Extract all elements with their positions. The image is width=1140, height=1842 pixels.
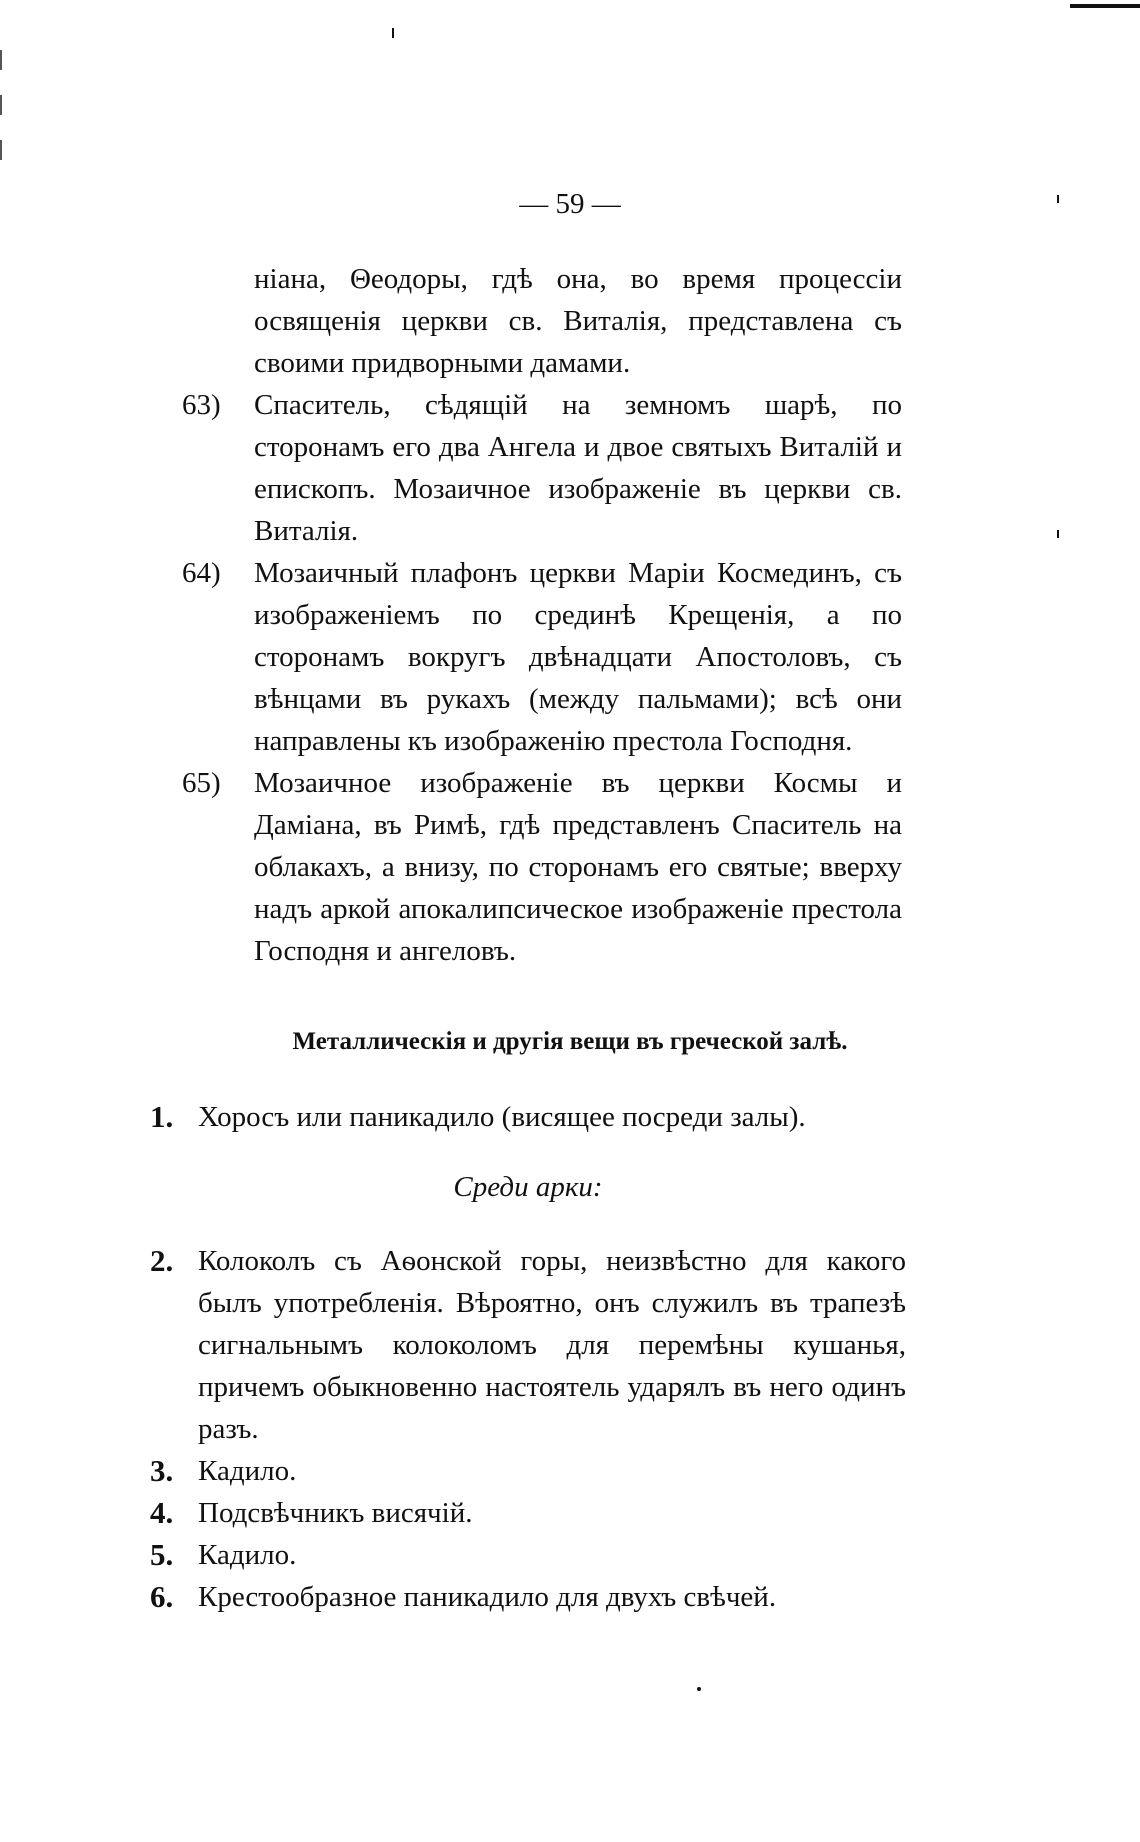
item-list (150, 1096, 906, 1618)
item-number: 1. (150, 1099, 174, 1134)
item-text: Кадило. (198, 1539, 297, 1571)
list-item (150, 1534, 906, 1576)
item-text: Кадило. (198, 1455, 297, 1487)
section-heading: Металлическія и другія вещи въ греческой залѣ. (292, 1028, 848, 1055)
item-text: Хоросъ или паникадило (висящее посреди залы). (198, 1101, 806, 1133)
scan-speck (1057, 530, 1059, 538)
item-number: 4. (150, 1495, 174, 1530)
scan-edge-mark (1070, 4, 1140, 8)
entry-text: Мозаичный плафонъ церкви Маріи Космединъ, съ изображеніемъ по срединѣ Крещенія, а по сторонамъ вокругъ двѣнадцати Апостоловъ, съ вѣнцами въ рукахъ (между пальмами); всѣ они направлены къ изображенію престола Господня. (254, 557, 902, 757)
scan-speck (697, 1687, 701, 1691)
entry-number: 63) (182, 389, 221, 421)
entry-number: 65) (182, 767, 221, 799)
list-item (150, 1492, 906, 1534)
list-item (150, 1450, 906, 1492)
entry-text: ніана, Θеодоры, гдѣ она, во время процессіи освященія церкви св. Виталія, представлена съ своими придворными дамами. (254, 263, 902, 379)
item-number: 2. (150, 1243, 174, 1278)
list-item (150, 1240, 906, 1450)
catalog-entry (182, 552, 902, 762)
list-item (150, 1096, 906, 1138)
scan-edge-mark (0, 140, 2, 160)
item-number: 5. (150, 1537, 174, 1572)
item-number: 6. (150, 1579, 174, 1614)
subsection-heading: Среди арки: (453, 1171, 603, 1203)
item-text: Подсвѣчникъ висячій. (198, 1497, 473, 1529)
entry-text: Мозаичное изображеніе въ церкви Космы и Даміана, въ Римѣ, гдѣ представленъ Спаситель на облакахъ, а внизу, по сторонамъ его святые; вверху надъ аркой апокалипсическое изображеніе престола Господня и ангеловъ. (254, 767, 902, 967)
scan-edge-mark (0, 95, 2, 115)
catalog-entries (182, 258, 902, 972)
item-text: Колоколъ съ Аѳонской горы, неизвѣстно для какого былъ употребленія. Вѣроятно, онъ служилъ въ трапезѣ сигнальнымъ колоколомъ для перемѣны кушанья, причемъ обыкновенно настоятель ударялъ въ него одинъ разъ. (198, 1245, 906, 1445)
entry-number: 64) (182, 557, 221, 589)
entry-text: Спаситель, сѣдящій на земномъ шарѣ, по сторонамъ его два Ангела и двое святыхъ Виталій и епископъ. Мозаичное изображеніе въ церкви св. Виталія. (254, 389, 902, 547)
catalog-entry (182, 762, 902, 972)
item-text: Крестообразное паникадило для двухъ свѣчей. (198, 1581, 777, 1613)
scan-edge-mark (0, 50, 2, 70)
catalog-entry (182, 258, 902, 384)
list-item (150, 1576, 906, 1618)
scan-speck (392, 28, 394, 38)
page-number: — 59 — (519, 188, 621, 220)
item-number: 3. (150, 1453, 174, 1488)
catalog-entry (182, 384, 902, 552)
